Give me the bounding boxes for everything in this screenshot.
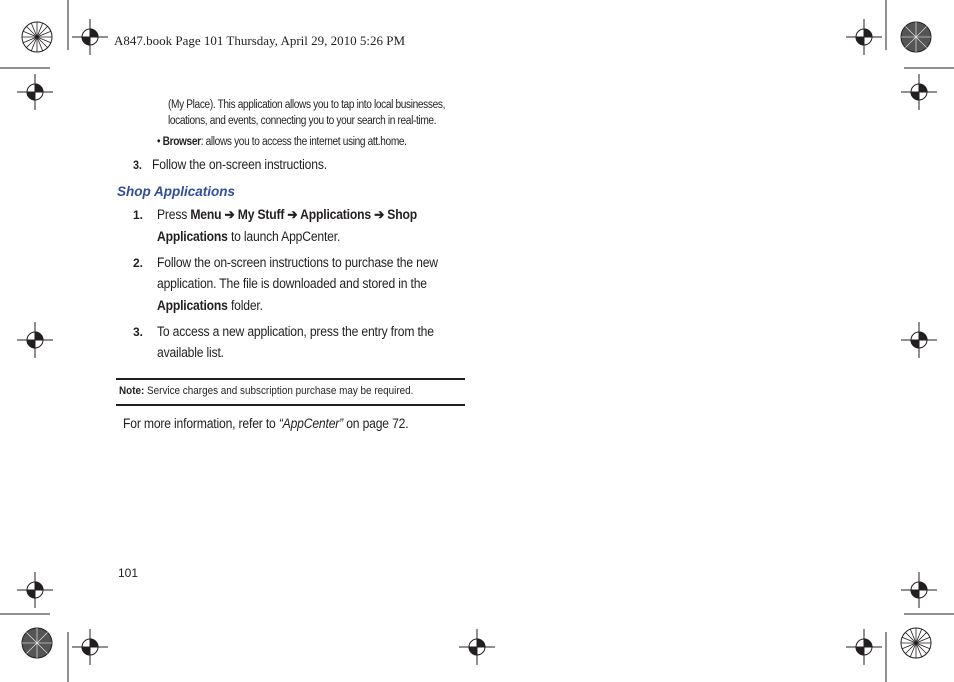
step-1-applications: Applications bbox=[157, 229, 228, 244]
bullet-symbol: • bbox=[157, 136, 161, 148]
more-info-post: on page 72. bbox=[343, 416, 409, 431]
bullet-text: : allows you to access the internet using att.home. bbox=[200, 136, 407, 148]
print-header: A847.book Page 101 Thursday, April 29, 2010 5:26 PM bbox=[114, 33, 406, 48]
step-2-line-3 bbox=[157, 298, 263, 313]
bullet-browser bbox=[157, 136, 407, 148]
more-info bbox=[123, 416, 408, 431]
step-1-menu-path: Menu ➔ My Stuff ➔ Applications ➔ Shop bbox=[190, 207, 417, 222]
step-2-line-2: application. The file is downloaded and stored in the bbox=[157, 276, 427, 291]
note bbox=[119, 385, 413, 397]
section-heading: Shop Applications bbox=[117, 184, 235, 199]
step-1-pre: Press bbox=[157, 207, 191, 222]
step-2-number: 2. bbox=[133, 256, 144, 270]
step-3-number: 3. bbox=[133, 325, 144, 339]
bullet-term: Browser bbox=[162, 136, 201, 148]
note-text: Service charges and subscription purchase may be required. bbox=[144, 385, 414, 397]
intro-line-1: (My Place). This application allows you to tap into local businesses, bbox=[168, 99, 446, 111]
step-3-line-1: To access a new application, press the entry from the bbox=[157, 324, 434, 339]
step-3-top bbox=[133, 157, 327, 172]
step-number: 3. bbox=[133, 158, 142, 172]
appcenter-link[interactable]: “AppCenter” bbox=[278, 416, 344, 431]
page-number: 101 bbox=[118, 566, 139, 580]
step-1-number: 1. bbox=[133, 208, 144, 222]
intro-line-2: locations, and events, connecting you to your search in real-time. bbox=[168, 115, 437, 127]
step-1-line-2 bbox=[157, 229, 340, 244]
step-2-post: folder. bbox=[227, 298, 263, 313]
step-3-line-2: available list. bbox=[157, 345, 224, 360]
note-rule-top bbox=[116, 378, 465, 380]
note-rule-bottom bbox=[116, 404, 465, 406]
note-label: Note: bbox=[119, 385, 145, 397]
step-2-applications: Applications bbox=[157, 298, 228, 313]
step-1-line-1 bbox=[157, 207, 417, 223]
step-text: Follow the on-screen instructions. bbox=[152, 157, 327, 172]
step-1-post: to launch AppCenter. bbox=[227, 229, 341, 244]
more-info-pre: For more information, refer to bbox=[123, 416, 279, 431]
step-2-line-1: Follow the on-screen instructions to purchase the new bbox=[157, 255, 438, 270]
